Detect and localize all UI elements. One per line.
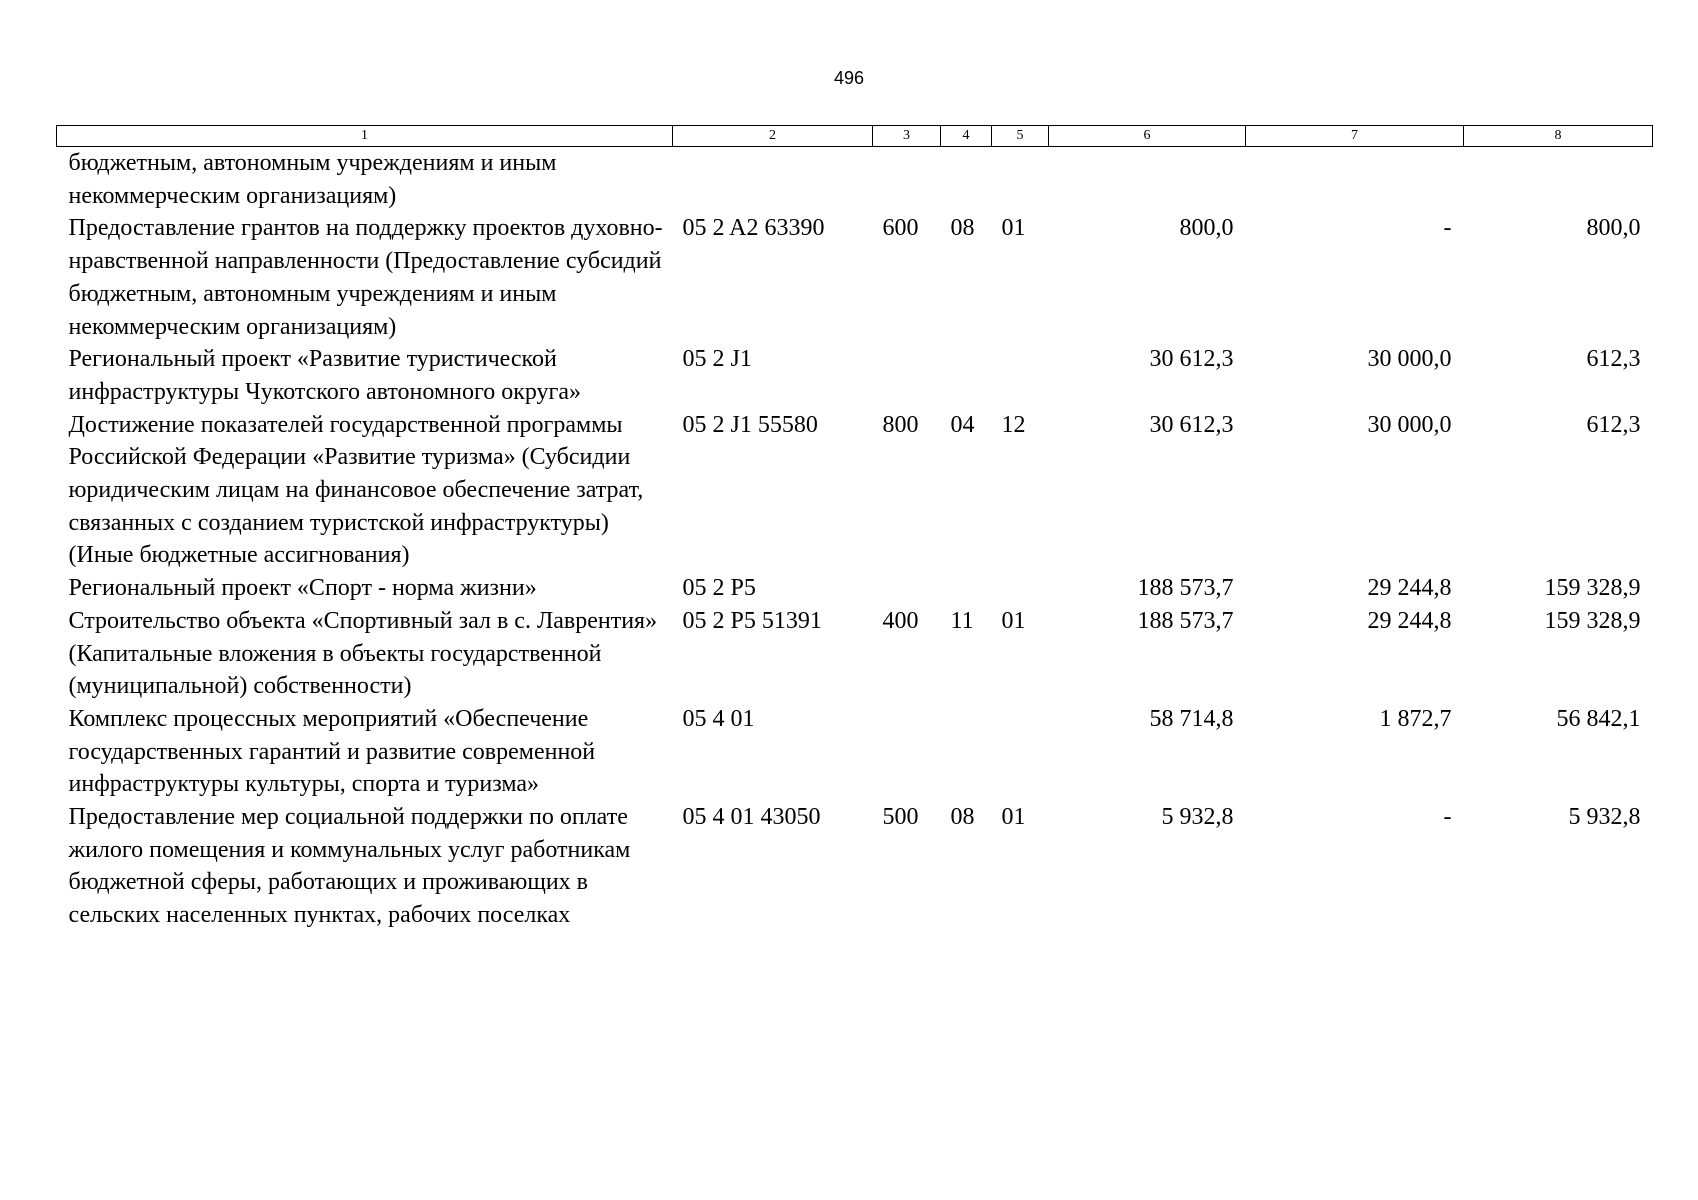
- row-code: 05 4 01: [682, 705, 755, 732]
- row-value-8: 159 328,9: [1544, 607, 1641, 634]
- row-code: 05 2 A2 63390: [682, 215, 825, 242]
- row-name: Предоставление мер социальной поддержки по оплате жилого помещения и коммунальных услуг работникам бюджетной сферы, работающих и проживающих в сельских населенных пунктах, рабочих поселках: [68, 804, 631, 929]
- row-value-8: 5 932,8: [1568, 804, 1641, 831]
- table-row: [57, 801, 1653, 932]
- table-row: [57, 409, 1653, 573]
- row-vr: [873, 703, 941, 801]
- row-pr: 01: [1001, 804, 1026, 831]
- column-header-5: 5: [992, 126, 1049, 147]
- row-value-8: 159 328,9: [1544, 575, 1641, 602]
- column-header-6: 6: [1049, 126, 1246, 147]
- row-pr: [992, 343, 1049, 408]
- row-rz: 08: [950, 804, 975, 831]
- table-row: [57, 572, 1653, 605]
- row-value-8: 612,3: [1586, 346, 1641, 373]
- table-row: [57, 703, 1653, 801]
- row-name: бюджетным, автономным учреждениям и иным некоммерческим организациям): [68, 150, 557, 209]
- row-vr: [873, 343, 941, 408]
- row-rz: 11: [950, 607, 974, 634]
- row-rz: [941, 343, 992, 408]
- column-header-4: 4: [941, 126, 992, 147]
- row-value-8: 800,0: [1586, 215, 1641, 242]
- row-vr: 400: [882, 607, 919, 634]
- row-code: 05 2 P5: [682, 575, 756, 602]
- row-value-6: 5 932,8: [1161, 804, 1234, 831]
- row-value-7: 30 000,0: [1367, 346, 1452, 373]
- row-value-6: 188 573,7: [1137, 607, 1234, 634]
- budget-table: [56, 125, 1653, 932]
- row-value-7: -: [1443, 804, 1452, 831]
- row-code: 05 4 01 43050: [682, 804, 821, 831]
- row-value-6: [1049, 147, 1246, 213]
- row-name: Строительство объекта «Спортивный зал в с. Лаврентия» (Капитальные вложения в объекты государственной (муниципальной) собственности): [68, 607, 658, 700]
- row-value-6: 30 612,3: [1149, 346, 1234, 373]
- column-number-header-row: [57, 126, 1653, 147]
- row-code: [673, 147, 873, 213]
- table-row: [57, 212, 1653, 343]
- row-code: 05 2 J1 55580: [682, 411, 818, 438]
- row-value-7: 1 872,7: [1379, 705, 1452, 732]
- row-value-7: -: [1443, 215, 1452, 242]
- row-value-7: 29 244,8: [1367, 575, 1452, 602]
- row-name: Региональный проект «Развитие туристической инфраструктуры Чукотского автономного округа»: [68, 346, 582, 405]
- row-vr: 800: [882, 411, 919, 438]
- row-value-8: [1464, 147, 1653, 213]
- row-value-6: 58 714,8: [1149, 705, 1234, 732]
- row-rz: [941, 147, 992, 213]
- row-rz: 08: [950, 215, 975, 242]
- row-value-7: 29 244,8: [1367, 607, 1452, 634]
- row-pr: [992, 147, 1049, 213]
- row-pr: [992, 572, 1049, 605]
- row-rz: [941, 703, 992, 801]
- row-code: 05 2 J1: [682, 346, 752, 373]
- table-row: [57, 147, 1653, 213]
- page-number: 496: [833, 68, 865, 88]
- row-name: Комплекс процессных мероприятий «Обеспечение государственных гарантий и развитие современной инфраструктуры культуры, спорта и туризма»: [68, 705, 596, 798]
- row-value-7: 30 000,0: [1367, 411, 1452, 438]
- column-header-2: 2: [673, 126, 873, 147]
- row-value-6: 30 612,3: [1149, 411, 1234, 438]
- row-vr: 500: [882, 804, 919, 831]
- row-pr: 01: [1001, 607, 1026, 634]
- column-header-8: 8: [1464, 126, 1653, 147]
- row-pr: [992, 703, 1049, 801]
- row-value-6: 800,0: [1179, 215, 1234, 242]
- row-vr: [873, 147, 941, 213]
- table-row: [57, 343, 1653, 408]
- row-pr: 12: [1001, 411, 1026, 438]
- row-name: Региональный проект «Спорт - норма жизни»: [68, 575, 537, 602]
- row-name: Достижение показателей государственной программы Российской Федерации «Развитие туризма» (Субсидии юридическим лицам на финансовое обеспечение затрат, связанных с созданием туристской инфраструктуры) (Иные бюджетные ассигнования): [68, 411, 644, 569]
- column-header-1: 1: [57, 126, 673, 147]
- row-value-8: 56 842,1: [1556, 705, 1641, 732]
- row-rz: 04: [950, 411, 975, 438]
- row-value-6: 188 573,7: [1137, 575, 1234, 602]
- row-name: Предоставление грантов на поддержку проектов духовно-нравственной направленности (Предоставление субсидий бюджетным, автономным учреждениям и иным некоммерческим организациям): [68, 215, 663, 340]
- row-value-7: [1246, 147, 1464, 213]
- row-pr: 01: [1001, 215, 1026, 242]
- table-row: [57, 605, 1653, 703]
- column-header-7: 7: [1246, 126, 1464, 147]
- row-vr: 600: [882, 215, 919, 242]
- row-vr: [873, 572, 941, 605]
- column-header-3: 3: [873, 126, 941, 147]
- row-rz: [941, 572, 992, 605]
- row-code: 05 2 P5 51391: [682, 607, 822, 634]
- row-value-8: 612,3: [1586, 411, 1641, 438]
